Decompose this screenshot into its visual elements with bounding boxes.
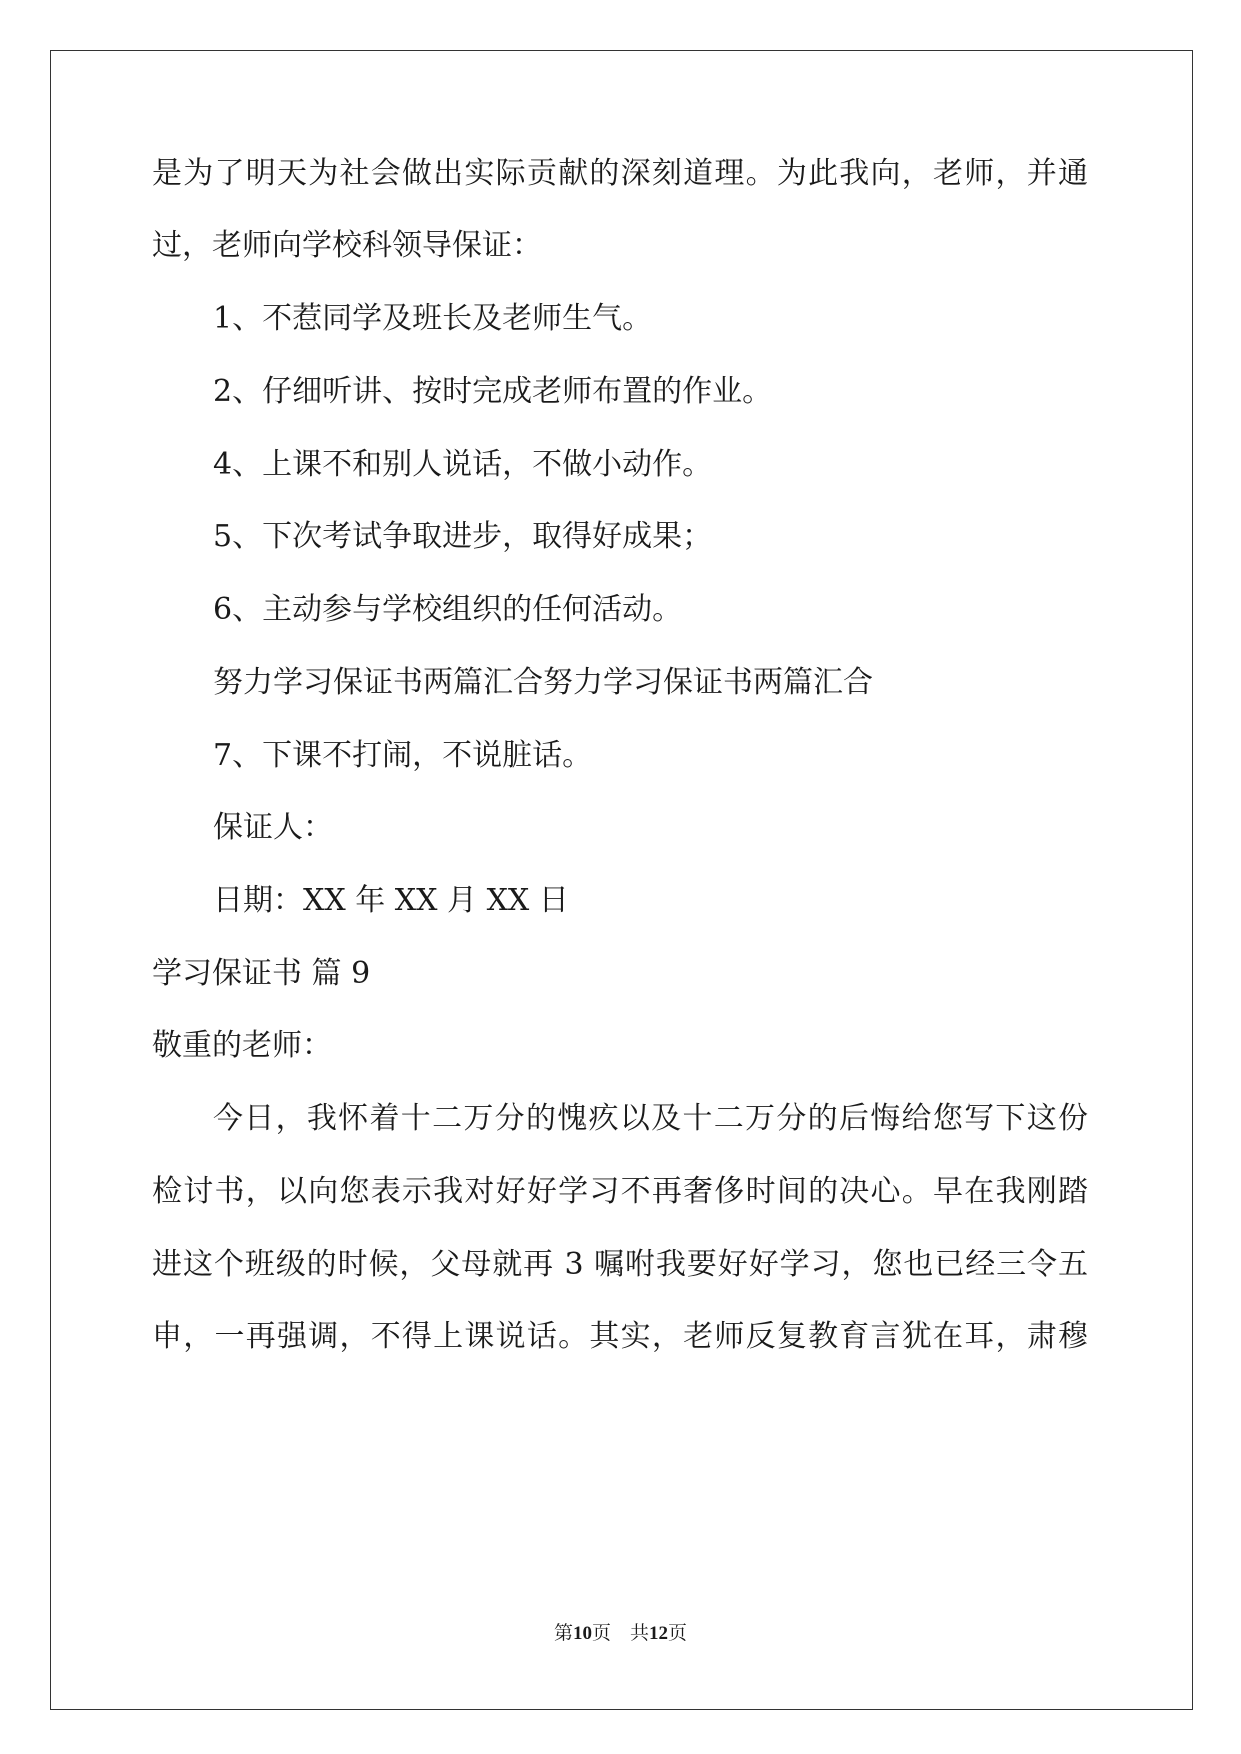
body-text-line: 过，老师向学校科领导保证：	[152, 228, 542, 263]
pledge-item-4: 4、上课不和别人说话，不做小动作。	[213, 447, 713, 482]
total-page-number: 12	[649, 1623, 668, 1644]
footer-suffix: 页	[668, 1622, 688, 1644]
footer-mid: 页 共	[591, 1622, 649, 1644]
page-footer	[0, 1621, 1241, 1646]
current-page-number: 10	[572, 1623, 592, 1644]
footer-prefix: 第	[553, 1622, 573, 1644]
pledge-item-1: 1、不惹同学及班长及老师生气。	[213, 301, 653, 336]
section-heading: 学习保证书 篇 9	[152, 956, 371, 991]
body-text-line: 今日，我怀着十二万分的愧疚以及十二万分的后悔给您写下这份	[213, 1101, 1088, 1136]
body-text-line: 是为了明天为社会做出实际贡献的深刻道理。为此我向，老师，并通	[152, 156, 1088, 191]
date-line: 日期：XX 年 XX 月 XX 日	[213, 883, 569, 918]
body-text-line: 申，一再强调，不得上课说话。其实，老师反复教育言犹在耳，肃穆	[152, 1319, 1088, 1354]
page-border	[50, 50, 1193, 1710]
repeated-title-line: 努力学习保证书两篇汇合努力学习保证书两篇汇合	[213, 665, 873, 700]
body-text-line: 检讨书，以向您表示我对好好学习不再奢侈时间的决心。早在我刚踏	[152, 1174, 1088, 1209]
pledge-item-6: 6、主动参与学校组织的任何活动。	[213, 592, 683, 627]
signer-label: 保证人：	[213, 810, 333, 845]
body-text-line: 进这个班级的时候，父母就再 3 嘱咐我要好好学习，您也已经三令五	[152, 1247, 1088, 1282]
salutation: 敬重的老师：	[152, 1028, 332, 1063]
pledge-item-2: 2、仔细听讲、按时完成老师布置的作业。	[213, 374, 773, 409]
pledge-item-7: 7、下课不打闹，不说脏话。	[213, 738, 593, 773]
pledge-item-5: 5、下次考试争取进步，取得好成果；	[213, 519, 713, 554]
